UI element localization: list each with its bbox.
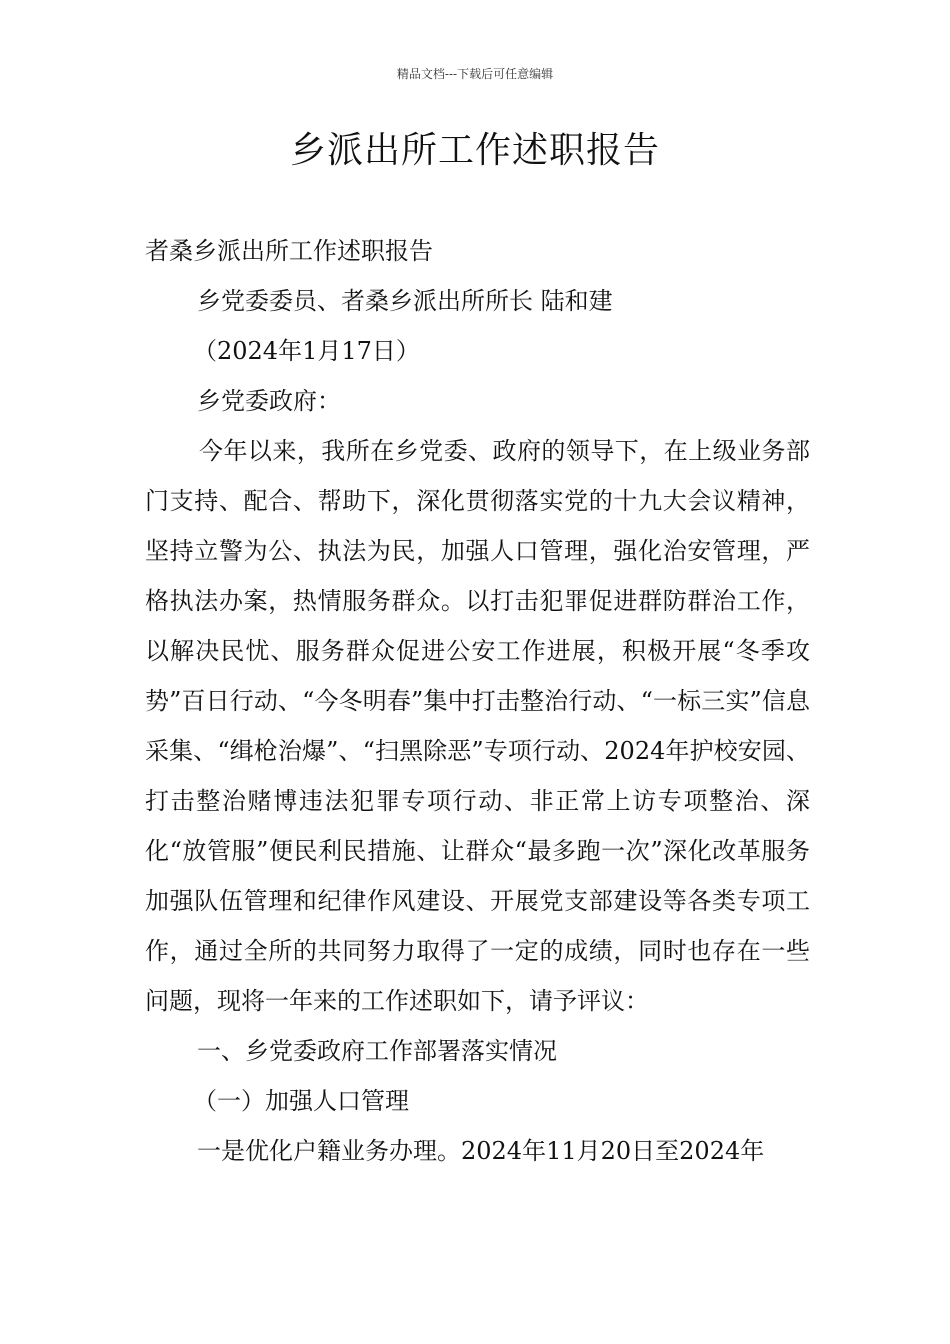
header-note: 精品文档---下载后可任意编辑 — [396, 67, 554, 81]
subsection-1-heading: （一）加强人口管理 — [193, 1087, 409, 1115]
document-subtitle: 者桑乡派出所工作述职报告 — [145, 237, 433, 265]
salutation: 乡党委政府： — [197, 387, 341, 415]
author-line: 乡党委委员、者桑乡派出所所长 陆和建 — [197, 287, 613, 315]
document-body — [145, 226, 810, 1176]
subsection-1-first-line: 一是优化户籍业务办理。2024年11月20日至2024年 — [197, 1137, 765, 1165]
document-title: 乡派出所工作述职报告 — [289, 130, 660, 171]
section-1-heading: 一、乡党委政府工作部署落实情况 — [197, 1037, 557, 1065]
intro-paragraph: 今年以来，我所在乡党委、政府的领导下，在上级业务部门支持、配合、帮助下，深化贯彻落实党的十九大会议精神，坚持立警为公、执法为民，加强人口管理，强化治安管理，严格执法办案，热情服务群众。以打击犯罪促进群防群治工作，以解决民忧、服务群众促进公安工作进展，积极开展“冬季攻势”百日行动、“今冬明春”集中打击整治行动、“一标三实”信息采集、“缉枪治爆”、“扫黑除恶”专项行动、2024年护校安园、打击整治赌博违法犯罪专项行动、非正常上访专项整治、深化“放管服”便民利民措施、让群众“最多跑一次”深化改革服务加强队伍管理和纪律作风建设、开展党支部建设等各类专项工作，通过全所的共同努力取得了一定的成绩，同时也存在一些问题，现将一年来的工作述职如下，请予评议： — [145, 437, 810, 1015]
date-line: （2024年1月17日） — [193, 337, 420, 365]
